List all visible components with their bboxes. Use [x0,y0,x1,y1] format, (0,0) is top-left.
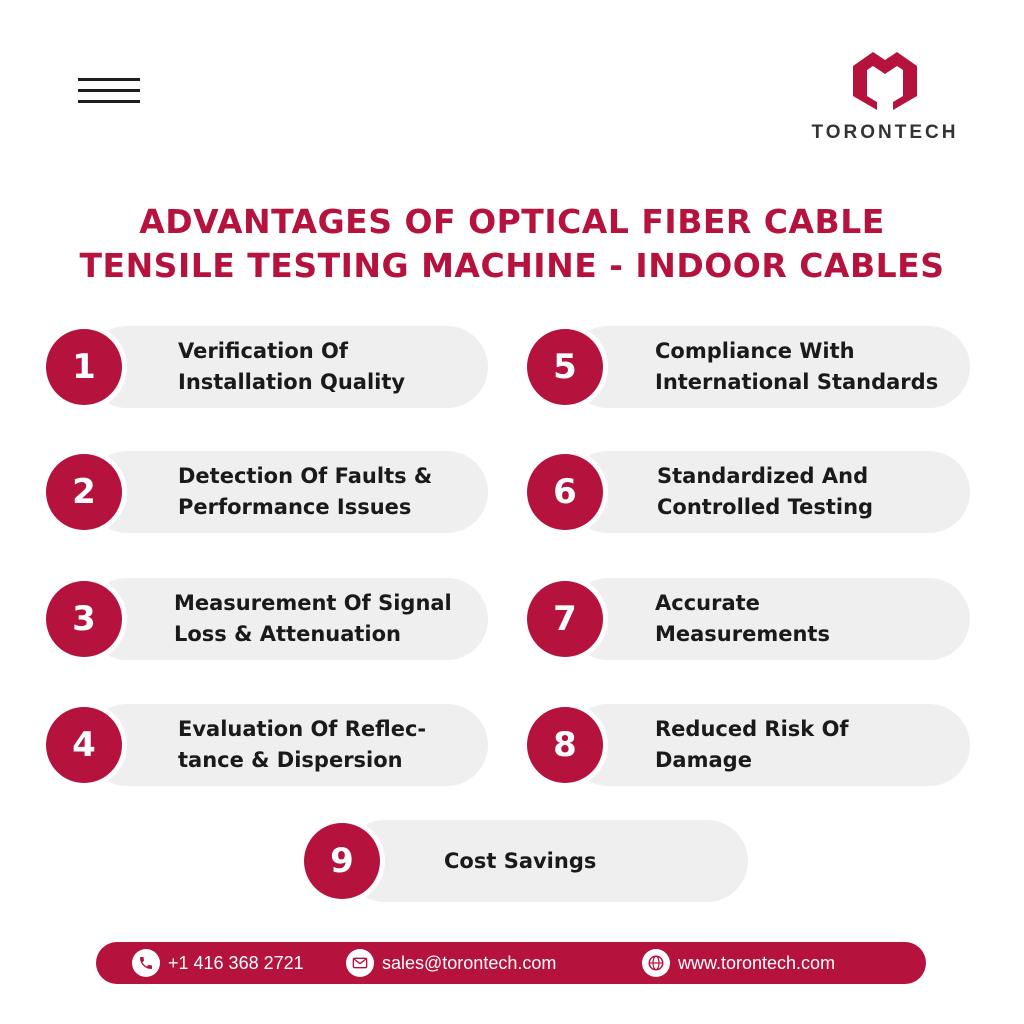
advantage-item-8 [527,704,970,786]
advantage-item-4 [46,704,488,786]
phone-icon [132,949,160,977]
advantage-item-6 [527,451,970,533]
torontech-logo [800,52,970,152]
phone-number: +1 416 368 2721 [168,952,304,973]
advantage-item-1 [46,326,488,408]
advantage-label: Cost Savings [444,848,597,873]
advantage-label: Compliance With International Standards [655,339,939,394]
torontech-logo-mark-icon [853,52,917,112]
contact-email[interactable] [346,949,556,977]
advantage-number-badge: 1 [46,329,122,405]
email-address: sales@torontech.com [382,952,557,973]
hamburger-menu-icon[interactable] [78,78,140,104]
website-url: www.torontech.com [678,952,836,973]
advantage-number-badge: 4 [46,707,122,783]
page-title [0,200,1024,288]
advantage-number-badge: 7 [527,581,603,657]
globe-icon [642,949,670,977]
advantage-item-9 [304,820,748,902]
advantage-number-badge: 3 [46,581,122,657]
advantage-number-badge: 9 [304,823,380,899]
brand-name: TORONTECH [811,122,959,143]
advantage-item-5 [527,326,970,408]
advantage-label: Standardized And Controlled Testing [657,464,874,519]
advantage-number-badge: 5 [527,329,603,405]
advantage-item-3 [46,578,488,660]
advantage-label: Evaluation Of Reflec- tance & Dispersion [178,717,427,772]
contact-website[interactable] [642,949,835,977]
advantage-label: Accurate Measurements [655,591,830,646]
advantage-item-7 [527,578,970,660]
advantage-label: Reduced Risk Of Damage [655,717,849,772]
contact-phone[interactable] [132,949,304,977]
page-title-line-2: TENSILE TESTING MACHINE - INDOOR CABLES [79,246,945,285]
mail-icon [346,949,374,977]
advantage-number-badge: 8 [527,707,603,783]
advantage-number-badge: 2 [46,454,122,530]
contact-bar [96,942,926,984]
advantage-item-2 [46,451,488,533]
advantage-label: Detection Of Faults & Performance Issues [178,464,433,519]
advantage-label: Verification Of Installation Quality [178,339,406,394]
advantage-label: Measurement Of Signal Loss & Attenuation [174,591,452,646]
page-title-line-1: ADVANTAGES OF OPTICAL FIBER CABLE [139,202,885,241]
advantage-number-badge: 6 [527,454,603,530]
